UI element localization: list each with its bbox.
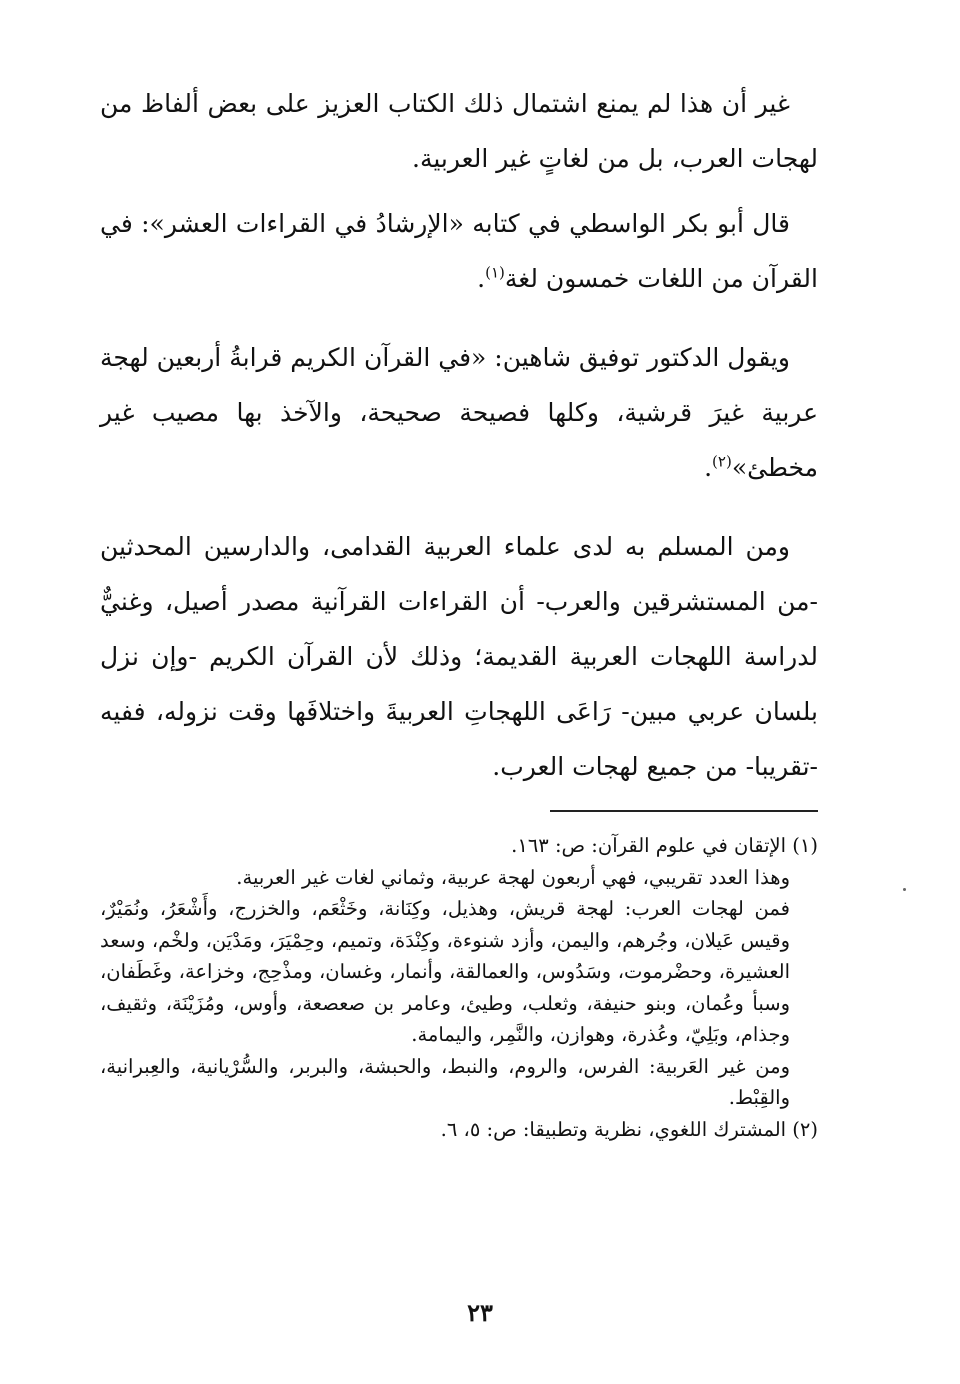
footnote-2-citation: (٢) المشترك اللغوي، نظرية وتطبيقا: ص: ٥، ٦.	[440, 1117, 818, 1141]
paragraph-4-text: ومن المسلم به لدى علماء العربية القدامى، والدارسين المحدثين -من المستشرقين والعرب- أن القراءات القرآنية مصدر أصيل، وغنيٌّ لدراسة اللهجات العربية القديمة؛ وذلك لأن القرآن الكريم -وإن نزل بلسان عربي مبين- رَاعَى اللهجاتِ العربيةَ واختلافَها وقت نزوله، ففيه -تقريبا- من جميع لهجات العرب.	[100, 532, 818, 781]
footnotes	[100, 830, 818, 1145]
paragraph-2-text: قال أبو بكر الواسطي في كتابه «الإرشادُ في القراءات العشر»: في القرآن من اللغات خمسون لغة	[100, 209, 818, 293]
scan-speck	[903, 888, 906, 891]
footnote-1-note: وهذا العدد تقريبي، فهي أربعون لهجة عربية، وثماني لغات غير العربية.	[236, 865, 790, 889]
paragraph-2-tail: .	[477, 264, 486, 293]
paragraph-2	[100, 196, 818, 306]
footnote-separator	[550, 810, 818, 812]
footnote-1-non-arab-languages: ومن غير العَربية: الفرس، والروم، والنبط، والحبشة، والبربر، والسُّرْيانية، والعِبرانية، والقِبْط.	[100, 1054, 790, 1109]
paragraph-1	[100, 76, 818, 186]
paragraph-3-text: ويقول الدكتور توفيق شاهين: «في القرآن الكريم قرابةُ أربعين لهجة عربية غيرَ قرشية، وكلها فصيحة صحيحة، والآخذ بها مصيب غير مخطئ»	[100, 343, 818, 482]
paragraph-3-tail: .	[704, 453, 713, 482]
paragraph-1-text: غير أن هذا لم يمنع اشتمال ذلك الكتاب العزيز على بعض ألفاظ من لهجات العرب، بل من لغاتٍ غير العربية.	[100, 89, 818, 173]
paragraph-3	[100, 330, 818, 495]
footnote-ref-2[interactable]: (٢)	[712, 452, 732, 471]
footnote-1-arab-dialects: فمن لهجات العرب: لهجة قريش، وهذيل، وكِنَانة، وخَثْعَم، والخزرج، وأَشْعَرُ، ونُمَيْرٌ، وقيس عَيلان، وجُرهم، واليمن، وأزد شنوءة، وكِنْدَة، وتميم، وحِمْيَرَ، ومَدْيَن، ولخْم، وسعد العشيرة، وحضْرموت، وسَدُوس، والعمالقة، وأنمار، وغسان، ومذْحِج، وخزاعة، وغَطَفان، وسبأ وعُمان، وبنو حنيفة، وثعلب، وطيئ، وعامر بن صعصعة، وأوس، ومُزَيْنَة، وثقيف، وجذام، وبَلِيّ، وعُذرة، وهوازن، والنَّمِر، واليمامة.	[100, 897, 790, 1046]
page-body	[100, 76, 818, 804]
page-number: ٢٣	[467, 1298, 493, 1327]
paragraph-4	[100, 519, 818, 794]
footnote-ref-1[interactable]: (١)	[485, 263, 505, 282]
footnote-1-citation: (١) الإتقان في علوم القرآن: ص: ١٦٣.	[511, 834, 818, 857]
